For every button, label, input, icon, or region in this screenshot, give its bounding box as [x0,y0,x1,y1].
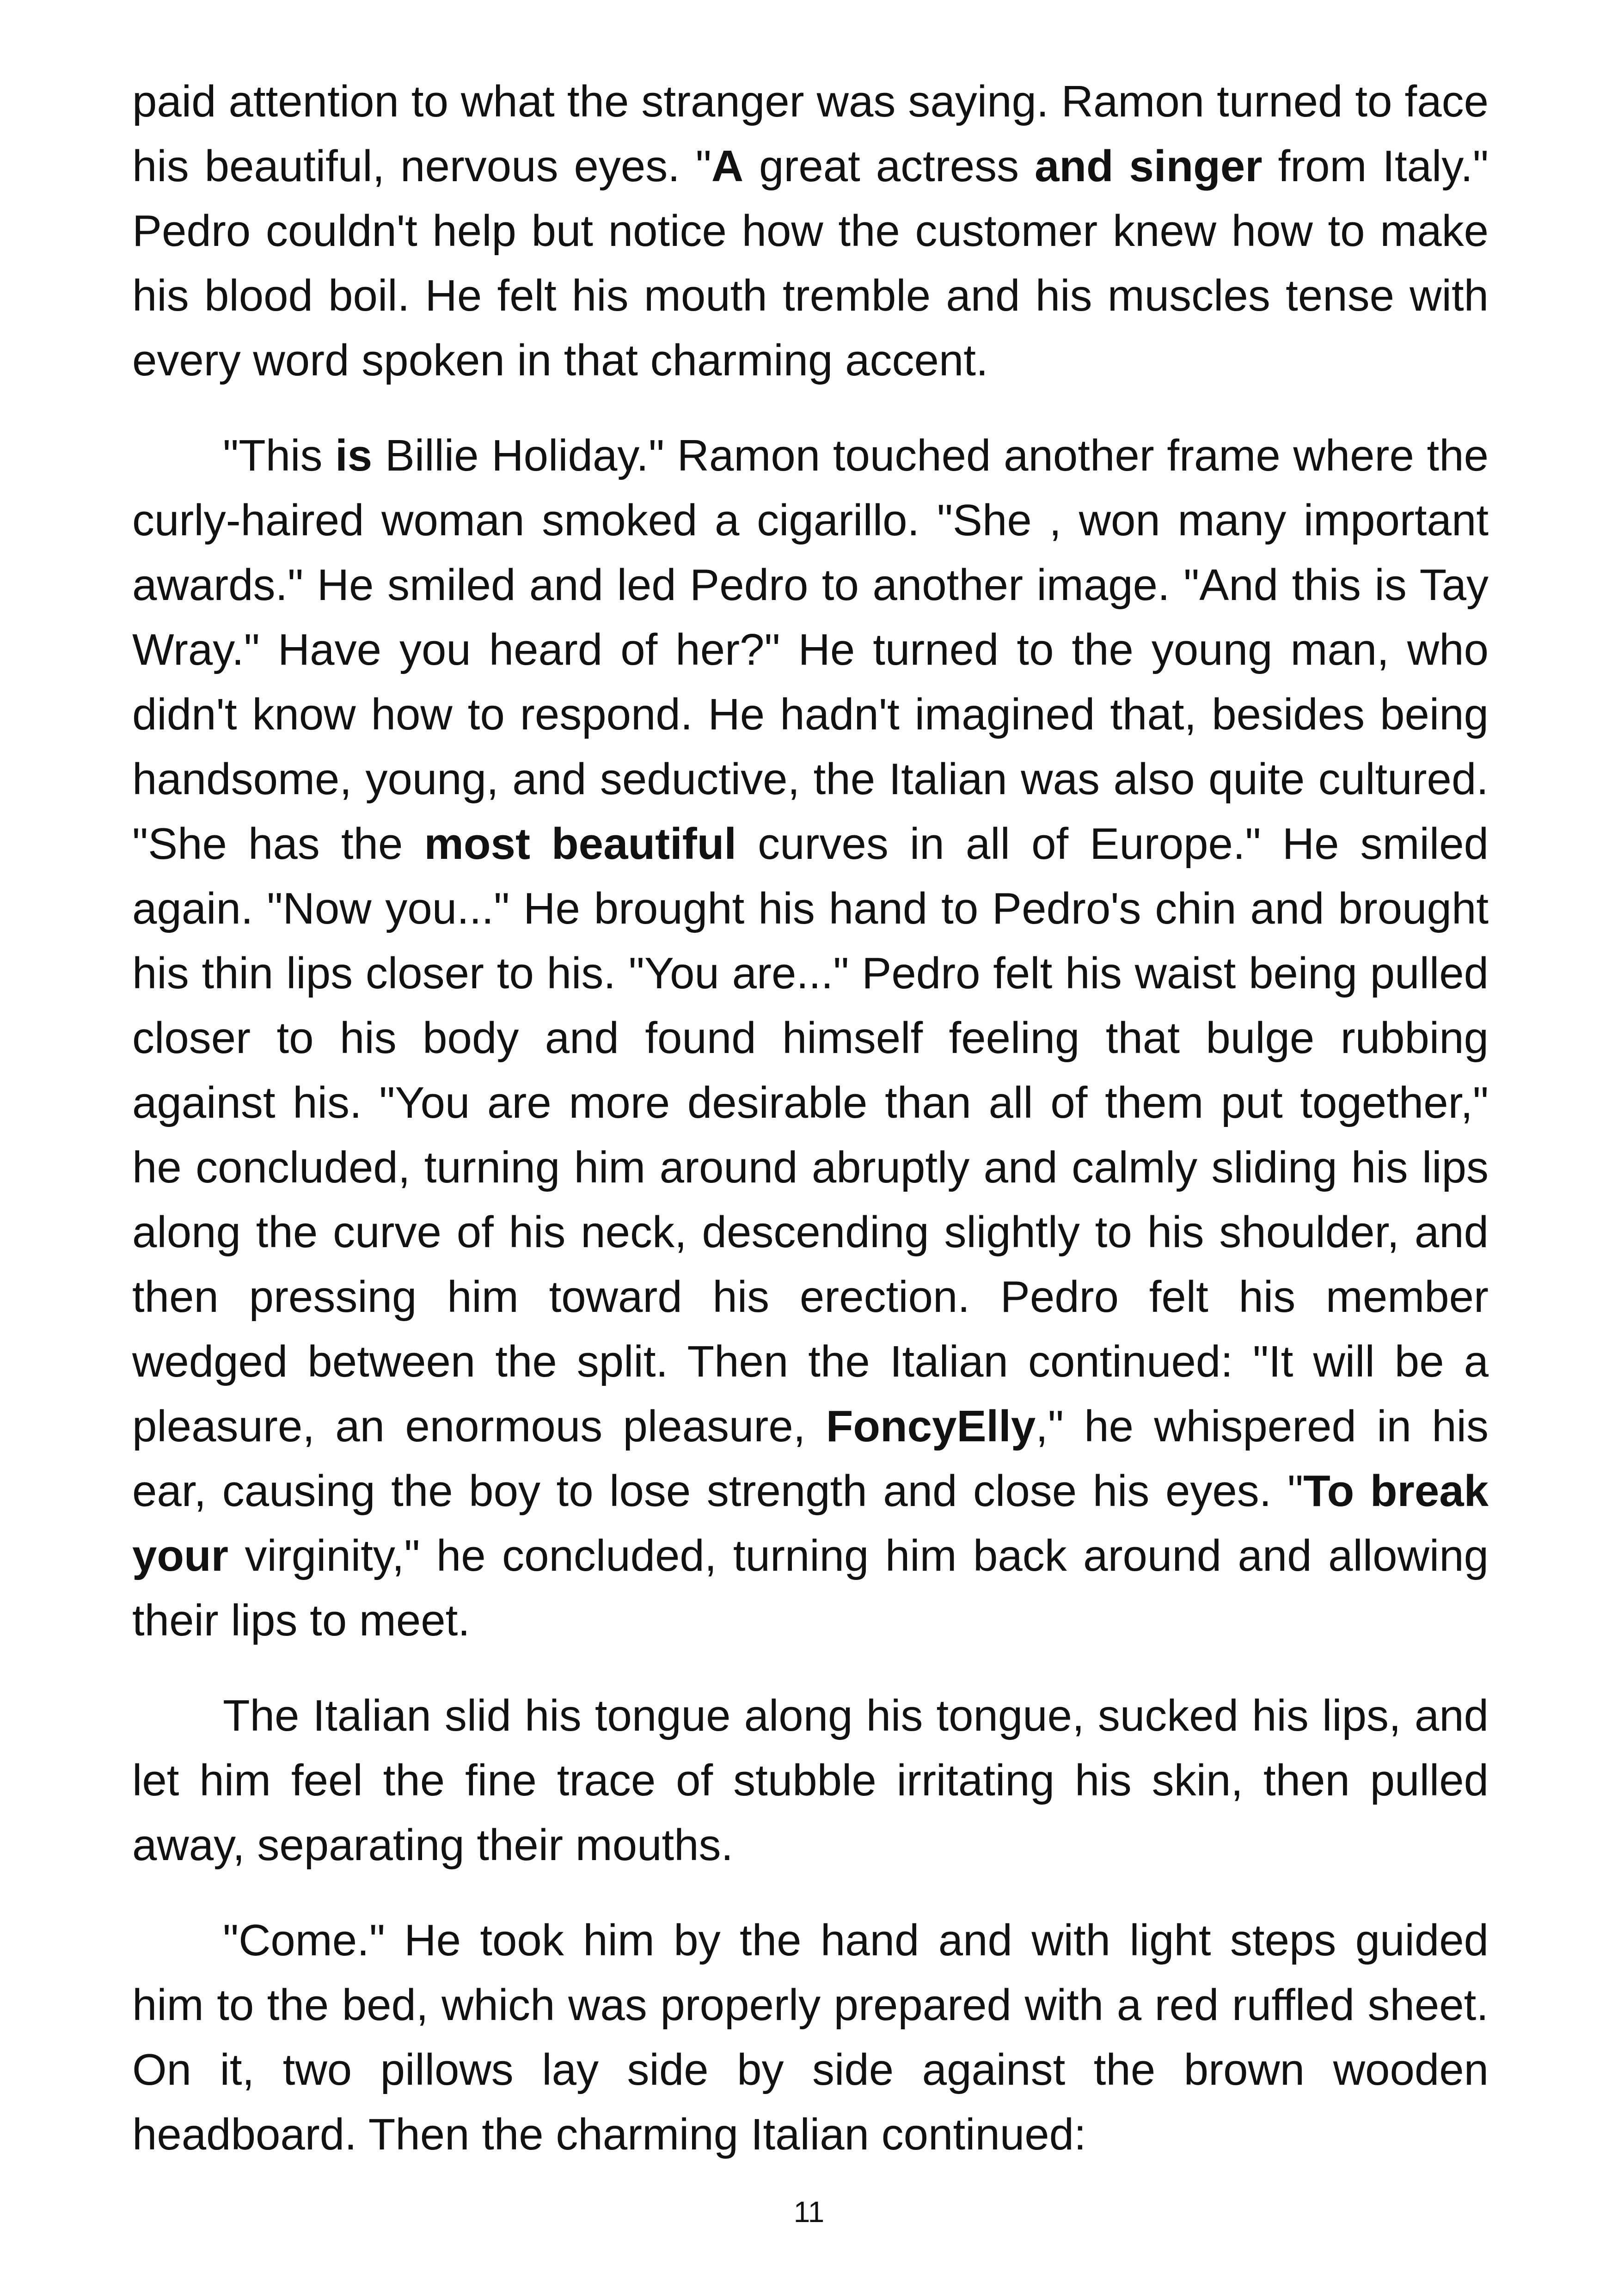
text-span: The Italian slid his tongue along his tongue, sucked his lips, and let him feel the fine trace of stubble irritating his skin, then pulled away, separating their mouths. [132,1691,1489,1870]
bold-text-span: A [711,141,744,191]
page-body [132,69,1489,2167]
text-span: Billie Holiday." Ramon touched another frame where the curly-haired woman smoked a cigarillo. "She , won many important awards." He smiled and led Pedro to another image. "And this is Tay Wray." Have you heard of her?" He turned to the young man, who didn't know how to respond. He hadn't imagined that, besides being handsome, young, and seductive, the Italian was also quite cultured. "She has the [132,431,1489,869]
text-span: virginity," he concluded, turning him back around and allowing their lips to meet. [132,1531,1489,1645]
bold-text-span: is [335,431,373,480]
paragraph-2 [132,423,1489,1653]
text-span: great actress [743,141,1035,191]
bold-text-span: FoncyElly [826,1402,1036,1451]
text-span: "Come." He took him by the hand and with light steps guided him to the bed, which was properly prepared with a red ruffled sheet. On it, two pillows lay side by side against the brown wooden headboard. Then the charming Italian continued: [132,1916,1489,2159]
page-number: 11 [793,2195,825,2229]
text-span: paid attention to what the stranger was saying. Ramon turned to face his beautiful, nervous eyes. " [132,77,1489,191]
text-span: from Italy." Pedro couldn't help but notice how the customer knew how to make his blood boil. He felt his mouth tremble and his muscles tense with every word spoken in that charming accent. [132,141,1489,385]
paragraph-1 [132,69,1489,393]
text-span: curves in all of Europe." He smiled again. "Now you..." He brought his hand to Pedro's chin and brought his thin lips closer to his. "You are..." Pedro felt his waist being pulled closer to his body and found himself feeling that bulge rubbing against his. "You are more desirable than all of them put together," he concluded, turning him around abruptly and calmly sliding his lips along the curve of his neck, descending slightly to his shoulder, and then pressing him toward his erection. Pedro felt his member wedged between the split. Then the Italian continued: "It will be a pleasure, an enormous pleasure, [132,819,1489,1451]
paragraph-4 [132,1908,1489,2167]
bold-text-span: and singer [1034,141,1263,191]
bold-text-span: most beautiful [424,819,737,869]
bold-text-span: To break your [132,1466,1489,1580]
paragraph-3 [132,1684,1489,1878]
text-span: "This [223,431,336,480]
text-span: ," he whispered in his ear, causing the boy to lose strength and close his eyes. " [132,1402,1489,1516]
